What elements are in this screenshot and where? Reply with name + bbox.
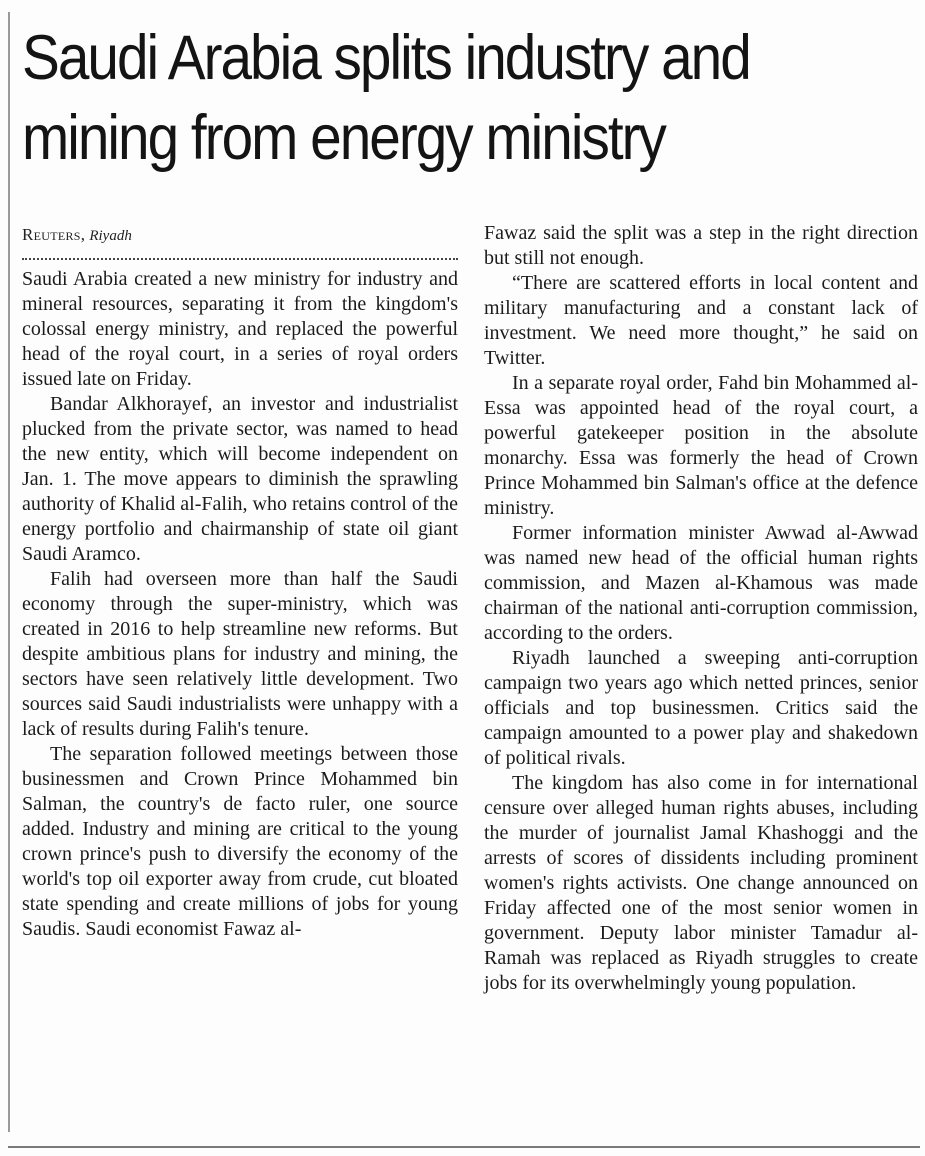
byline [22, 225, 132, 245]
left-column [22, 267, 458, 942]
paragraph: The kingdom has also come in for international censure over alleged human rights abuses, including the murder of journalist Jamal Khashoggi and the arrests of scores of dissidents including prominent women's rights activists. One change announced on Friday affected one of the most senior women in government. Deputy labor minister Tamadur al-Ramah was replaced as Riyadh struggles to create jobs for its overwhelmingly young population. [484, 772, 918, 994]
paragraph: In a separate royal order, Fahd bin Mohammed al-Essa was appointed head of the royal court, a powerful gatekeeper position in the absolute monarchy. Essa was formerly the head of Crown Prince Mohammed bin Salman's office at the defence ministry. [484, 372, 918, 519]
headline [22, 18, 828, 178]
headline-line-1: Saudi Arabia splits industry and [22, 23, 750, 93]
bottom-rule [8, 1146, 920, 1148]
paragraph: Falih had overseen more than half the Saudi economy through the super-ministry, which was created in 2016 to help streamline new reforms. But despite ambitious plans for industry and mining, the sectors have seen relatively little development. Two sources said Saudi industrialists were unhappy with a lack of results during Falih's tenure. [22, 568, 458, 740]
paragraph: The separation followed meetings between those businessmen and Crown Prince Mohammed bin Salman, the country's de facto ruler, one source added. Industry and mining are critical to the young crown prince's push to diversify the economy of the world's top oil exporter away from crude, cut bloated state spending and create millions of jobs for young Saudis. Saudi economist Fawaz al- [22, 743, 458, 940]
right-column [484, 221, 918, 996]
byline-place: Riyadh [89, 228, 132, 244]
paragraph: Bandar Alkhorayef, an investor and industrialist plucked from the private sector, was named to head the new entity, which will become independent on Jan. 1. The move appears to diminish the sprawling authority of Khalid al-Falih, who retains control of the energy portfolio and chairmanship of state oil giant Saudi Aramco. [22, 393, 459, 565]
byline-divider [22, 258, 458, 260]
paragraph: Fawaz said the split was a step in the right direction but still not enough. [484, 222, 918, 269]
left-column-rule [8, 12, 10, 1132]
byline-agency: Reuters, [22, 225, 86, 244]
headline-line-2: mining from energy ministry [22, 103, 665, 173]
paragraph: Riyadh launched a sweeping anti-corruption campaign two years ago which netted princes, senior officials and top businessmen. Critics said the campaign amounted to a power play and shakedown of political rivals. [484, 647, 918, 769]
paragraph: Former information minister Awwad al-Awwad was named new head of the official human rights commission, and Mazen al-Khamous was made chairman of the national anti-corruption commission, according to the orders. [484, 522, 918, 644]
paragraph: Saudi Arabia created a new ministry for industry and mineral resources, separating it from the kingdom's colossal energy ministry, and replaced the powerful head of the royal court, in a series of royal orders issued late on Friday. [22, 268, 458, 390]
paragraph: “There are scattered efforts in local content and military manufacturing and a constant lack of investment. We need more thought,” he said on Twitter. [484, 272, 918, 369]
